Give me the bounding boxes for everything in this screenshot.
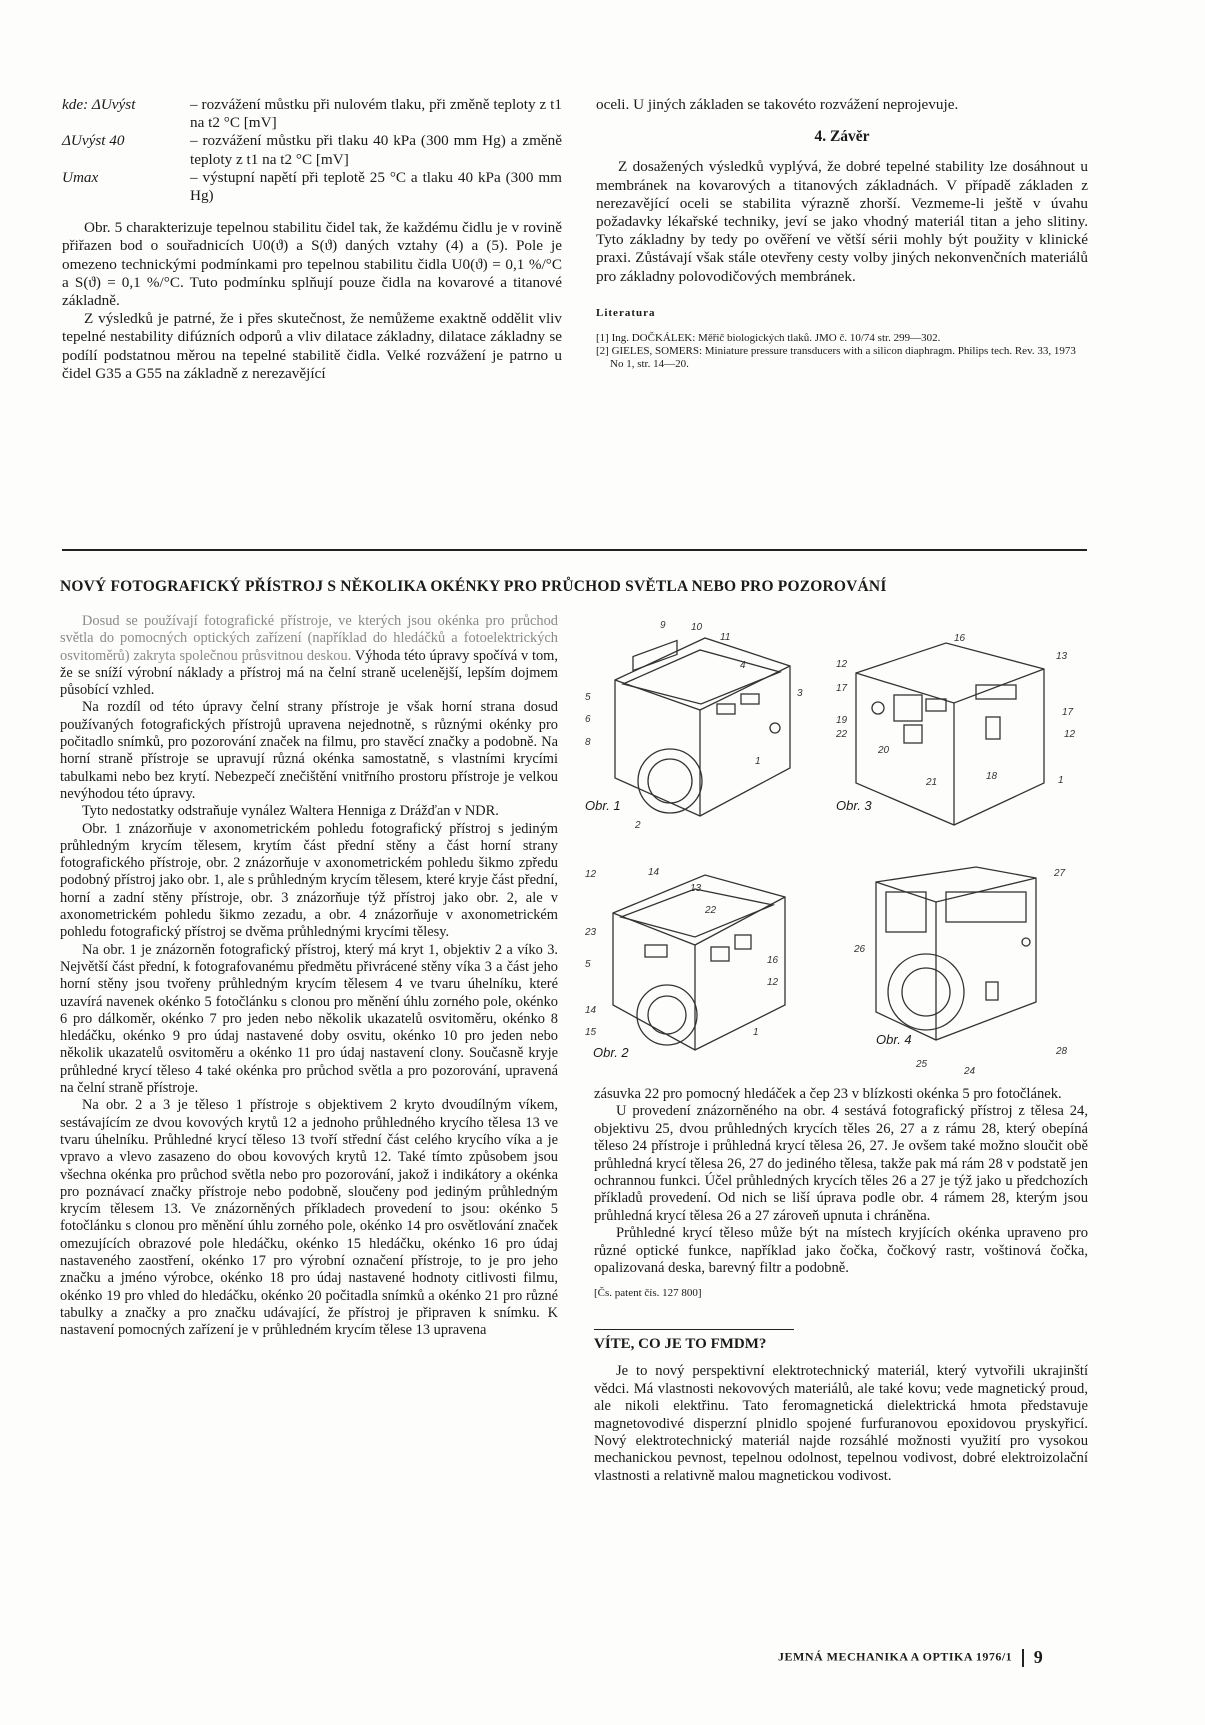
svg-text:27: 27: [1054, 868, 1066, 879]
article-left-column: [60, 613, 558, 1339]
section-divider: [62, 549, 1087, 551]
definition-item: [62, 169, 562, 205]
figure-caption: Obr. 3: [836, 798, 872, 813]
footer-separator: [1022, 1649, 1024, 1667]
camera-drawing-4: [836, 862, 1088, 1077]
svg-text:14: 14: [585, 1005, 597, 1016]
svg-text:12: 12: [767, 977, 779, 988]
journal-name: JEMNÁ MECHANIKA A OPTIKA 1976/1: [778, 1649, 1013, 1664]
patent-reference: [Čs. patent čís. 127 800]: [594, 1287, 702, 1300]
reference-item: [2] GIELES, SOMERS: Miniature pressure transducers with a silicon diaphragm. Philips tech. Rev. 33, 1973 No 1, str. 14—20.: [596, 345, 1076, 371]
svg-text:17: 17: [836, 683, 848, 694]
figure-obr-2: [585, 855, 830, 1065]
faded-text: Dosud se používají fotografické přístroje, ve kterých jsou okénka pro průchod světla do pomocných optických zařízení (například do hledáčků a fotoelektrických osvitoměrů) zakryta společnou průsvitnou deskou.: [60, 613, 558, 664]
svg-text:1: 1: [753, 1027, 759, 1038]
definition-symbol: ΔUvýst 40: [62, 132, 125, 150]
svg-text:16: 16: [767, 955, 779, 966]
references-list: [596, 332, 1088, 371]
definition-item: [62, 132, 562, 168]
intro-text: Výhoda této úpravy spočívá v tom, že se sníží výrobní náklady a přístroj má na čelní straně ucelenější, lepším dojmem působící vzhled.: [60, 647, 558, 699]
svg-text:19: 19: [836, 715, 848, 726]
article-title: NOVÝ FOTOGRAFICKÝ PŘÍSTROJ S NĚKOLIKA OKÉNKY PRO PRŮCHOD SVĚTLA NEBO PRO POZOROVÁNÍ: [60, 578, 887, 595]
camera-drawing-3: [836, 633, 1088, 843]
svg-text:8: 8: [585, 737, 591, 748]
svg-text:26: 26: [854, 944, 866, 955]
svg-text:12: 12: [836, 659, 848, 670]
svg-text:20: 20: [878, 745, 890, 756]
svg-text:21: 21: [926, 777, 938, 788]
svg-text:13: 13: [690, 883, 702, 894]
figure-obr-3: [836, 633, 1088, 843]
paragraph: Obr. 5 charakterizuje tepelnou stabilitu čidel tak, že každému čidlu je v rovině přiřazen bod o souřadnicích U0(ϑ) a S(ϑ) daných vztahy (4) a (5). Pole je omezeno technickými podmínkami pro tepelnou stabilitu čidla U0(ϑ) = 0,1 %/°C a S(ϑ) = 0,1 %/°C. Tuto podmínku splňují pouze čidla na kovarové a titanové základně.: [62, 219, 562, 310]
article-right-column: [594, 1086, 1088, 1485]
paragraph: Z dosažených výsledků vyplývá, že dobré tepelné stability lze dosáhnout u membránek na kovarových a titanových základnách. V případě základen z nerezavějící oceli se stabilita výrazně zhorší. Vezmeme-li ještě v úvahu požadavky lékařské techniky, jeví se jako vhodný materiál titan a jeho slitiny. Tyto základny by tedy po ověření ve větší sérii mohly být použity v klinické praxi. Zůstávají však stále otevřeny cesty volby jiných nekonvenčních materiálů pro základny polovodičových membránek.: [596, 158, 1088, 285]
svg-text:3: 3: [797, 688, 803, 699]
paragraph: Tyto nedostatky odstraňuje vynález Waltera Henniga z Drážďan v NDR.: [82, 803, 499, 820]
box-divider: [594, 1329, 794, 1330]
svg-text:9: 9: [660, 620, 666, 631]
figure-caption: Obr. 1: [585, 798, 621, 813]
svg-text:28: 28: [1056, 1046, 1068, 1057]
page-footer: [778, 1647, 1043, 1668]
definition-text: – rozvážení můstku při tlaku 40 kPa (300 mm Hg) a změně teploty z t1 na t2 °C [mV]: [190, 132, 562, 168]
top-left-column: [62, 96, 562, 383]
paragraph: Na obr. 1 je znázorněn fotografický přístroj, který má kryt 1, objektiv 2 a víko 3. Největší část přední, k fotografovanému předmětu přivrácené stěny víka 3 a část jeho horní stěny jsou tvořeny průhledným krycím tělesem 4 ve tvaru úhelníku, které uzavírá navenek okénko 5 fotočlánku s clonou pro měnění úhlu zorného pole, okénko 6 pro dálkoměr, okénko 7 pro jeden nebo několik ukazatelů osvitoměru, okénko 8 hledáčku, okénko 9 pro údaj nastavené doby osvitu, okénko 10 pro jeden nebo několik ukazatelů osvitoměru a okénko 11 pro údaj nastavení clony. Současně kryje průhledné krycí těleso 4 také okénka pro průchod světla a pro pozorování, upravená na čelní straně přístroje.: [60, 941, 558, 1097]
definition-item: [62, 96, 562, 132]
svg-text:24: 24: [964, 1066, 976, 1077]
svg-text:5: 5: [585, 692, 591, 703]
svg-text:16: 16: [954, 633, 966, 644]
paragraph: zásuvka 22 pro pomocný hledáček a čep 23 v blízkosti okénka 5 pro fotočlánek.: [594, 1086, 1062, 1102]
paragraph: Průhledné krycí těleso může být na místech kryjících okénka upraveno pro různé optické funkce, například jako čočka, čočkový rastr, voštinová čočka, opalizovaná deska, barevný filtr a podobně.: [594, 1225, 1088, 1277]
svg-text:17: 17: [1062, 707, 1074, 718]
page-number: 9: [1033, 1647, 1044, 1667]
svg-text:22: 22: [705, 905, 717, 916]
svg-text:13: 13: [1056, 651, 1068, 662]
svg-text:1: 1: [1058, 775, 1064, 786]
camera-drawing-2: [585, 855, 830, 1065]
figure-obr-1: [585, 618, 830, 836]
paragraph: Z výsledků je patrné, že i přes skutečnost, že nemůžeme exaktně oddělit vliv tepelné nestability difúzních odporů a vliv dilatace základny, dilatace základny se podílí podstatnou měrou na tepelné stabilitě čidla. Velké rozvážení je patrno u čidel G35 a G55 na základně z nerezavějící: [62, 310, 562, 382]
svg-text:4: 4: [740, 660, 746, 671]
literature-heading: Literatura: [596, 306, 656, 319]
paragraph: U provedení znázorněného na obr. 4 sestává fotografický přístroj z tělesa 24, objektivu 25, dvou průhledných krycích těles 26, 27 a z rámu 28, který obepíná těleso 24 přístroje i průhledná krycí tělesa 26, 27. Je ovšem také možno sloučit obě průhledná krycí tělesa 26, 27 do jediného tělesa, takže pak má rám 28 v podstatě jen ochrannou funkci. Účel průhledných krycích těles 26 a 27 je týž jako u předchozích příkladů provedení. Od nich se liší úprava podle obr. 4 rámem 28, kterým jsou průhledná krycí tělesa 26 a 27 zároveň upnuta i chráněna.: [594, 1103, 1088, 1224]
definition-symbol: Umax: [62, 168, 99, 186]
reference-item: [1] Ing. DOČKÁLEK: Měřič biologických tlaků. JMO č. 10/74 str. 299—302.: [596, 332, 941, 345]
svg-text:23: 23: [585, 927, 597, 938]
svg-text:5: 5: [585, 959, 591, 970]
svg-text:12: 12: [585, 869, 597, 880]
svg-text:18: 18: [986, 771, 998, 782]
box-title: VÍTE, CO JE TO FMDM?: [594, 1335, 767, 1352]
definition-symbol: kde: ΔUvýst: [62, 96, 136, 113]
camera-drawing-1: [585, 618, 830, 836]
paragraph-faded-intro: [60, 613, 558, 699]
figure-caption: Obr. 2: [593, 1045, 629, 1060]
top-right-column: [596, 96, 1088, 371]
svg-text:14: 14: [648, 867, 660, 878]
svg-text:2: 2: [635, 820, 641, 831]
svg-text:6: 6: [585, 714, 591, 725]
paragraph: Na rozdíl od této úpravy čelní strany přístroje je však horní strana dosud používaných fotografických přístrojů upravena nejednotně, s různými okénky pro počitadlo snímků, pro pozorování značek na filmu, pro stavěcí značky a podobně. Na horní straně přístroje se upravují různá okénka samostatně, s vlastními krycími tabulkami nebo bez krytí. Nebezpečí znečištění vnitřního prostoru přístroje je velkou nevýhodou této úpravy.: [60, 699, 558, 802]
svg-text:15: 15: [585, 1027, 597, 1038]
figure-obr-4: [836, 862, 1088, 1077]
paragraph: Je to nový perspektivní elektrotechnický materiál, který vytvořili ukrajinští vědci. Má vlastnosti nekovových materiálů, ale také kovu; vede magnetický proud, ale nikoli elektřinu. Tato feromagnetická dielektrická hmota představuje magnetovodivé disperzní plnidlo spojené furfuranovou epoxidovou pryskyřicí. Nový elektrotechnický materiál najde rozsáhlé možnosti využití pro vysokou mechanickou pevnost, tepelnou odolnost, tepelnou vodivost, dobré elektroizolační vlastnosti a relativně malou magnetickou vodivost.: [594, 1363, 1088, 1484]
section-heading: 4. Závěr: [814, 128, 870, 146]
figure-caption: Obr. 4: [876, 1032, 912, 1047]
paragraph: oceli. U jiných základen se takovéto rozvážení neprojevuje.: [596, 96, 959, 113]
definition-text: – výstupní napětí při teplotě 25 °C a tlaku 40 kPa (300 mm Hg): [190, 168, 562, 205]
svg-text:12: 12: [1064, 729, 1076, 740]
svg-text:1: 1: [755, 756, 761, 767]
svg-text:25: 25: [916, 1059, 928, 1070]
paragraph: Obr. 1 znázorňuje v axonometrickém pohledu fotografický přístroj s jediným průhledným krycím tělesem, krytím část přední stěny a část horní strany fotografického přístroje, obr. 2 znázorňuje v axonometrickém pohledu šikmo zpředu podobný přístroj jako obr. 1, ale s průhledným krycím tělesem, které kryje část přední, horní a zadní stěny přístroje, obr. 3 znázorňuje týž přístroj jako obr. 2, ale v axonometrickém pohledu šikmo zezadu, a obr. 4 znázorňuje v axonometrickém pohledu fotografický přístroj se dvěma průhlednými krycími tělesy.: [60, 820, 558, 941]
paragraph: Na obr. 2 a 3 je těleso 1 přístroje s objektivem 2 kryto dvoudílným víkem, sestávajícím ze dvou kovových krytů 12 a jednoho průhledného krycího tělesa 13 ve tvaru úhelníku. Průhledné krycí těleso 13 tvoří střední část celého krycího víka a je vpravo a vlevo zasazeno do obou kovových krytů 12. Také tímto způsobem jsou všechna okénka pro průchod světla nebo pro pozorování, jakož i indikátory a okénka pro poznávací značky přístroje nebo podobně, sloučeny pod jediným průhledným krycím tělesem 13. Ve znázorněných příkladech provedení to jsou: okénko 5 fotočlánku s clonou pro měnění úhlu zorného pole, okénko 14 pro osvětlování značek omezujících obrazové pole hledáčku, okénko 15 hledáčku, okénko 16 pro údaj nastaveného zaostření, okénko 17 pro výrobní označení přístroje, to je pro jeho značku a jméno výrobce, okénko 18 pro údaj nastavené hodnoty citlivosti filmu, okénko 19 pro vhled do hledáčku, okénko 20 počitadla snímků a okénko 21 pro různé tabulky a značky a pro značku udávající, že přístroj je připraven k snímku. K nastavení pomocných zařízení je v průhledném krycím tělese 13 upravena: [60, 1097, 558, 1339]
svg-text:22: 22: [836, 729, 848, 740]
svg-text:11: 11: [720, 632, 731, 643]
definition-text: – rozvážení můstku při nulovém tlaku, při změně teploty z t1 na t2 °C [mV]: [190, 96, 562, 132]
svg-text:10: 10: [691, 622, 703, 633]
definitions-list: [62, 96, 562, 205]
